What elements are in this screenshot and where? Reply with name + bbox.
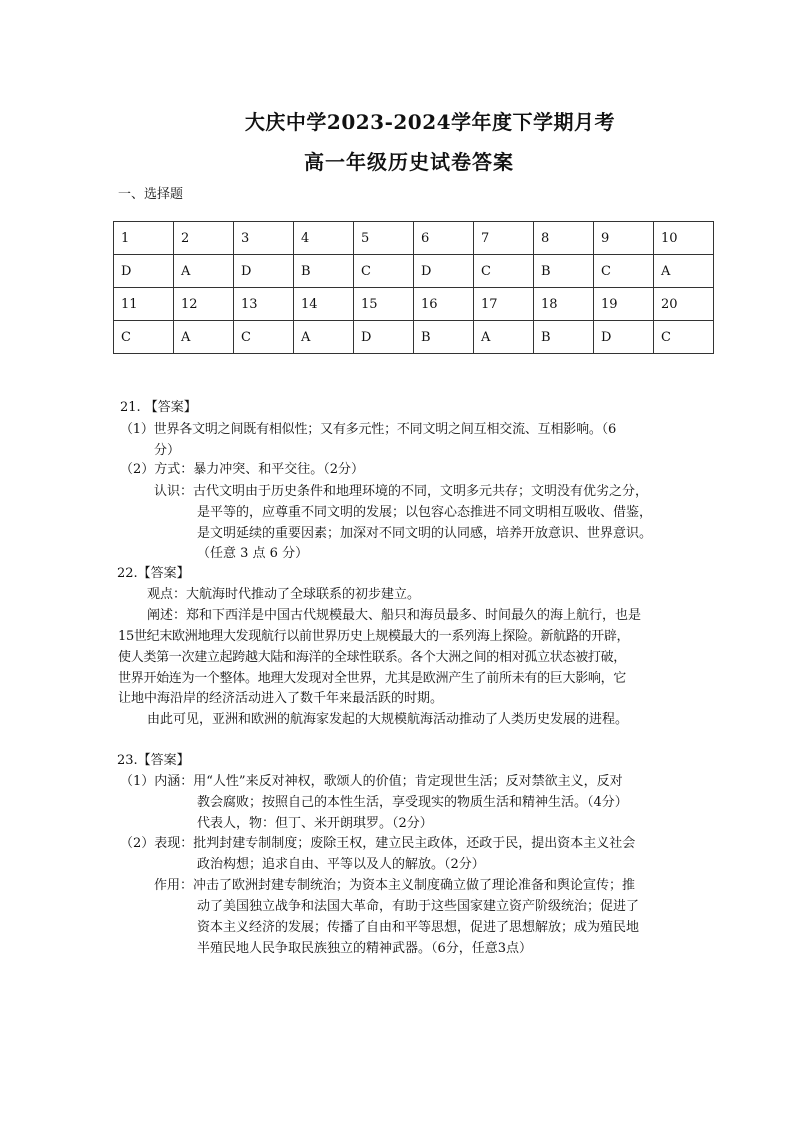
page-title: 大庆中学2023-2024学年度下学期月考 [244, 110, 616, 134]
answer-cell: D [414, 255, 474, 288]
q22-argument-cont: 使人类第一次建立起跨越大陆和海洋的全球性联系。各个大洲之间的相对孤立状态被打破， [118, 650, 627, 665]
question-number-cell: 4 [294, 222, 354, 255]
question-number-cell: 3 [234, 222, 294, 255]
question-number-row [114, 222, 714, 255]
section-heading-multiple-choice: 一、选择题 [118, 187, 184, 202]
question-number-cell: 20 [654, 288, 714, 321]
question-number-cell: 13 [234, 288, 294, 321]
q21-part1-cont: 分） [154, 443, 181, 458]
answer-cell: D [594, 321, 654, 354]
question-number-cell: 11 [114, 288, 174, 321]
question-number-cell: 8 [534, 222, 594, 255]
q22-argument-cont: 15世纪末欧洲地理大发现航行以前世界历史上规模最大的一系列海上探险。新航路的开辟， [118, 629, 630, 644]
question-number-cell: 7 [474, 222, 534, 255]
q23-part2-effect-cont: 资本主义经济的发展；传播了自由和平等思想，促进了思想解放；成为殖民地 [197, 920, 640, 935]
answer-cell: C [114, 321, 174, 354]
answer-cell: A [174, 255, 234, 288]
answer-cell: B [534, 321, 594, 354]
q23-part2-effect: 作用：冲击了欧洲封建专制统治；为资本主义制度确立做了理论准备和舆论宣传；推 [154, 878, 636, 893]
answer-cell: B [414, 321, 474, 354]
q23-part1-meaning: （1）内涵：用“人性”来反对神权，歌颂人的价值；肯定现世生活；反对禁欲主义，反对 [120, 774, 623, 789]
q22-heading: 22.【答案】 [117, 566, 190, 581]
answer-cell: C [354, 255, 414, 288]
question-number-cell: 17 [474, 288, 534, 321]
question-number-cell: 14 [294, 288, 354, 321]
q21-part1: （1）世界各文明之间既有相似性；又有多元性；不同文明之间互相交流、互相影响。（6 [120, 422, 617, 437]
answer-cell: A [174, 321, 234, 354]
q23-part2-effect-cont: 动了美国独立战争和法国大革命，有助于这些国家建立资产阶级统治；促进了 [197, 899, 640, 914]
q21-part2-view-cont: 是文明延续的重要因素；加深对不同文明的认同感，培养开放意识、世界意识。 [197, 526, 653, 541]
question-number-cell: 5 [354, 222, 414, 255]
q23-part2-manifestation: （2）表现：批判封建专制制度；废除王权，建立民主政体，还政于民，提出资本主义社会 [120, 836, 636, 851]
answer-cell: A [294, 321, 354, 354]
answer-table [113, 221, 714, 354]
answer-cell: D [354, 321, 414, 354]
q22-argument-cont: 世界开始连为一个整体。地理大发现对全世界，尤其是欧洲产生了前所未有的巨大影响，它 [118, 671, 627, 686]
page-subtitle: 高一年级历史试卷答案 [304, 150, 514, 174]
answer-cell: C [474, 255, 534, 288]
q21-part2-view: 认识：古代文明由于历史条件和地理环境的不同，文明多元共存；文明没有优劣之分， [154, 484, 649, 499]
question-number-cell: 1 [114, 222, 174, 255]
question-number-cell: 19 [594, 288, 654, 321]
answer-cell: A [654, 255, 714, 288]
q21-part2-method: （2）方式：暴力冲突、和平交往。（2分） [120, 462, 365, 477]
answer-row [114, 255, 714, 288]
q21-heading: 21. 【答案】 [120, 400, 197, 415]
q23-heading: 23.【答案】 [117, 753, 190, 768]
question-number-cell: 2 [174, 222, 234, 255]
q22-argument: 阐述：郑和下西洋是中国古代规模最大、船只和海员最多、时间最久的海上航行，也是 [147, 608, 642, 623]
q23-part1-meaning-cont: 教会腐败；按照自己的本性生活，享受现实的物质生活和精神生活。（4分） [197, 795, 628, 810]
question-number-cell: 10 [654, 222, 714, 255]
question-number-cell: 15 [354, 288, 414, 321]
q23-part2-manifestation-cont: 政治构想；追求自由、平等以及人的解放。（2分） [197, 857, 485, 872]
answer-cell: D [114, 255, 174, 288]
answer-cell: B [294, 255, 354, 288]
answer-row [114, 321, 714, 354]
answer-cell: D [234, 255, 294, 288]
q23-part1-representatives: 代表人，物：但丁、米开朗琪罗。（2分） [197, 816, 433, 831]
q22-viewpoint: 观点：大航海时代推动了全球联系的初步建立。 [147, 587, 421, 602]
q22-argument-cont: 让地中海沿岸的经济活动进入了数千年来最活跃的时期。 [118, 691, 444, 706]
question-number-cell: 9 [594, 222, 654, 255]
question-number-cell: 18 [534, 288, 594, 321]
question-number-cell: 12 [174, 288, 234, 321]
q21-part2-view-cont: 是平等的，应尊重不同文明的发展；以包容心态推进不同文明相互吸收、借鉴， [197, 505, 653, 520]
q21-part2-score: （任意 3 点 6 分） [197, 546, 309, 561]
q23-part2-effect-cont: 半殖民地人民争取民族独立的精神武器。（6分，任意3点） [197, 941, 533, 956]
answer-cell: A [474, 321, 534, 354]
answer-cell: C [594, 255, 654, 288]
answer-cell: B [534, 255, 594, 288]
question-number-cell: 6 [414, 222, 474, 255]
q22-conclusion: 由此可见，亚洲和欧洲的航海家发起的大规模航海活动推动了人类历史发展的进程。 [147, 712, 629, 727]
answer-cell: C [234, 321, 294, 354]
question-number-cell: 16 [414, 288, 474, 321]
answer-cell: C [654, 321, 714, 354]
question-number-row [114, 288, 714, 321]
